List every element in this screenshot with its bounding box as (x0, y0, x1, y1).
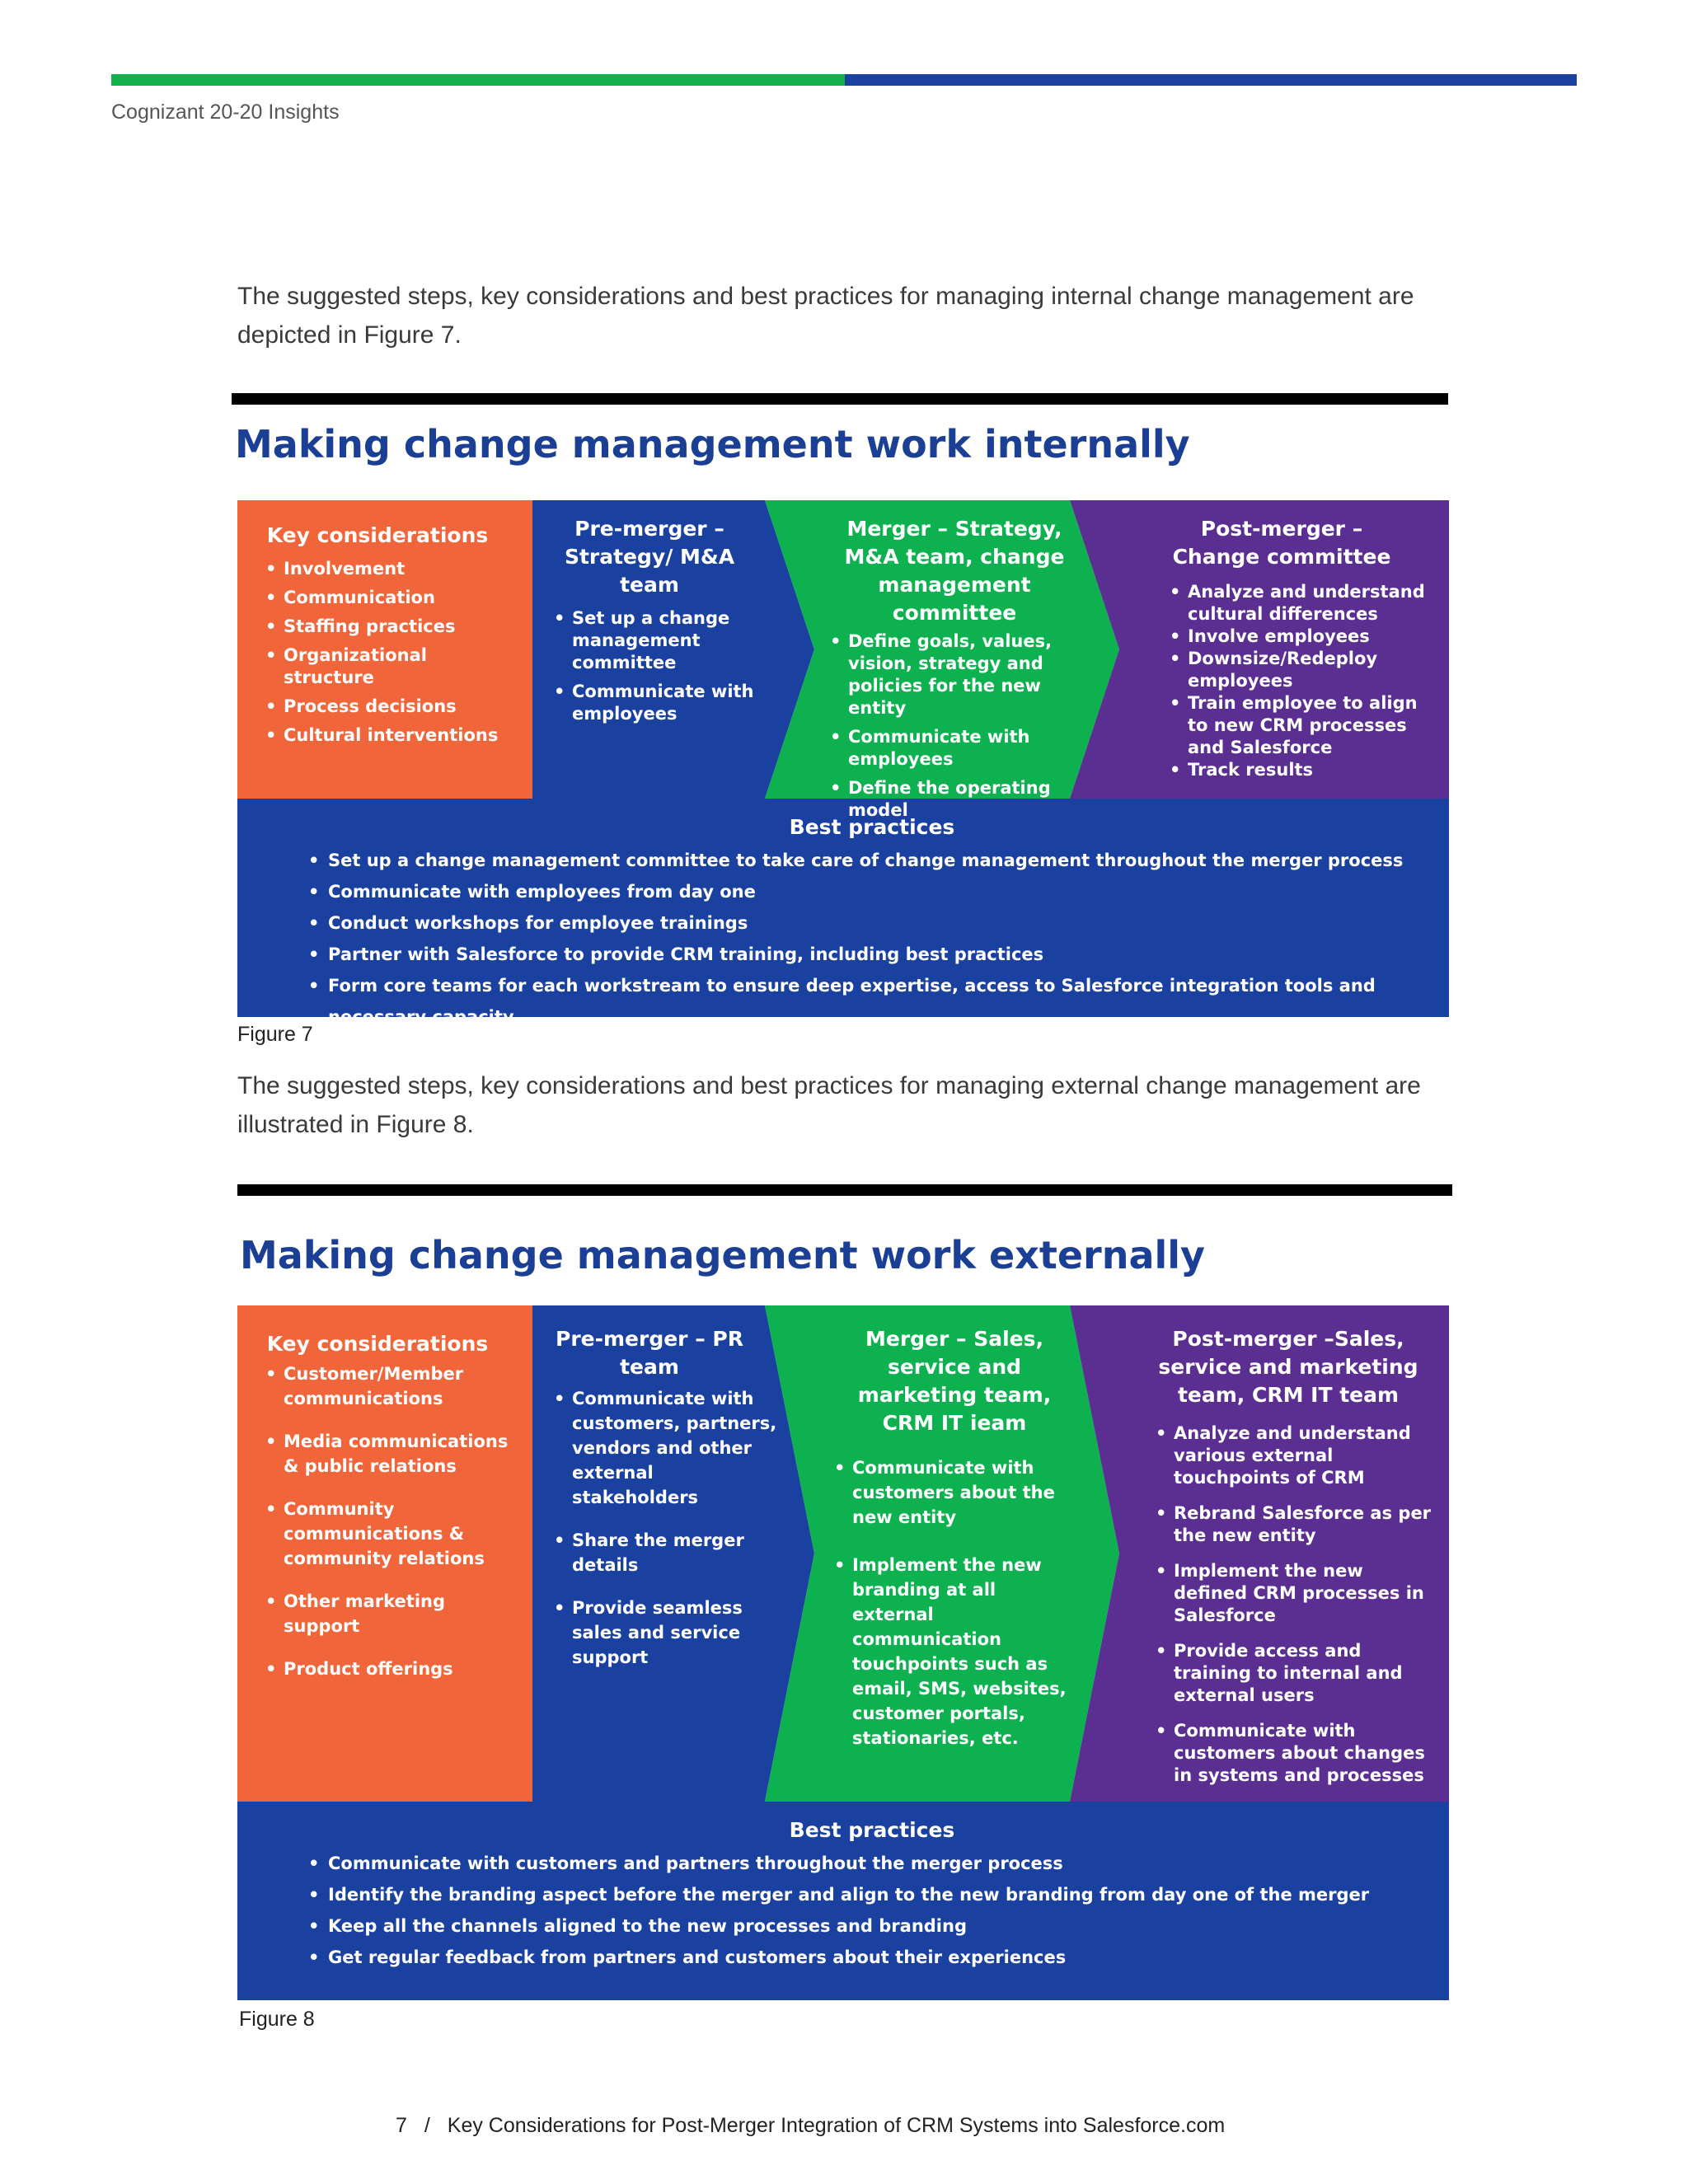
list-item: • Communicate with customers about the new entity (831, 1455, 1078, 1530)
figure7-pre-heading: Pre-merger – Strategy/ M&A team (564, 517, 735, 597)
footer-doc-title: Key Considerations for Post-Merger Integration of CRM Systems into Salesforce.com (447, 2114, 1226, 2137)
list-item: • Set up a change management committee (551, 607, 773, 674)
figure8-best-heading: Best practices (789, 1818, 955, 1842)
list-item: • Communicate with employees (827, 726, 1082, 771)
list-item: • Process decisions (262, 696, 518, 718)
list-item: • Set up a change management committee to take care of change management throughout the merger process (303, 845, 1441, 876)
list-item: • Conduct workshops for employee trainings (303, 907, 1441, 939)
figure8-merger-heading: Merger – Sales, service and marketing team, CRM IT ieam (857, 1327, 1052, 1435)
list-item: • Communication (262, 587, 518, 609)
figure8-pre-heading: Pre-merger – PR team (556, 1327, 743, 1379)
list-item: • Share the merger details (551, 1528, 781, 1577)
list-item: • Rebrand Salesforce as per the new entity (1152, 1502, 1441, 1547)
figure7-caption: Figure 7 (237, 1023, 313, 1046)
list-item: • Community communications & community relations (262, 1497, 526, 1571)
figure7-top-rule (232, 393, 1448, 405)
list-item: • Organizational structure (262, 644, 518, 689)
list-item: • Keep all the channels aligned to the new processes and branding (303, 1910, 1441, 1942)
list-item: • Identify the branding aspect before the merger and align to the new branding from day one of the merger (303, 1879, 1441, 1910)
footer-separator: / (424, 2114, 430, 2137)
figure8-merger-column (831, 1325, 1078, 1774)
intro-paragraph-internal: The suggested steps, key considerations and best practices for managing internal change management are depicted in Figure 7. (237, 283, 1414, 349)
list-item: • Analyze and understand various external touchpoints of CRM (1152, 1422, 1441, 1489)
page-number: 7 (396, 2114, 407, 2137)
figure7-merger-column (827, 515, 1082, 828)
list-item: • Implement the new defined CRM processes in Salesforce (1152, 1560, 1441, 1627)
figure7-diagram (237, 500, 1449, 1027)
figure7-pre-column (551, 515, 773, 732)
figure7-key-column (262, 522, 518, 753)
list-item: • Staffing practices (262, 616, 518, 638)
figure8-top-rule (237, 1184, 1452, 1196)
list-item: • Form core teams for each workstream to ensure deep expertise, access to Salesforce integration tools and necessary capacity (303, 970, 1441, 1033)
header-accent-blue (845, 74, 1577, 86)
figure8-post-column (1136, 1325, 1441, 1800)
header-accent-green (111, 74, 845, 86)
list-item: • Other marketing support (262, 1589, 526, 1638)
list-item: • Track results (1166, 759, 1438, 781)
figure8-post-heading: Post-merger –Sales, service and marketing team, CRM IT team (1158, 1327, 1418, 1407)
list-item: • Communicate with employees (551, 681, 773, 725)
list-item: • Train employee to align to new CRM processes and Salesforce (1166, 692, 1438, 759)
list-item: • Analyze and understand cultural differences (1166, 581, 1438, 626)
list-item: • Provide access and training to internal and external users (1152, 1640, 1441, 1707)
list-item: • Cultural interventions (262, 724, 518, 747)
list-item: • Define the operating model (827, 777, 1082, 822)
figure8-title: Making change management work externally (240, 1233, 1206, 1277)
list-item: • Product offerings (262, 1657, 526, 1681)
figure8-best-practices (303, 1816, 1441, 1973)
list-item: • Downsize/Redeploy employees (1166, 648, 1438, 692)
intro-paragraph-external: The suggested steps, key considerations and best practices for managing external change management are illustrated in Figure 8. (237, 1072, 1421, 1138)
brand-label: Cognizant 20-20 Insights (111, 101, 340, 124)
figure7-title: Making change management work internally (235, 422, 1190, 466)
figure8-diagram (237, 1305, 1449, 2000)
list-item: • Involve employees (1166, 626, 1438, 648)
figure8-pre-column (551, 1325, 781, 1688)
figure7-key-heading: Key considerations (266, 523, 489, 547)
list-item: • Media communications & public relations (262, 1429, 526, 1479)
figure7-best-heading: Best practices (789, 815, 955, 839)
list-item: • Provide seamless sales and service support (551, 1596, 781, 1670)
figure7-post-column (1166, 515, 1438, 781)
list-item: • Communicate with customers and partners throughout the merger process (303, 1848, 1441, 1879)
list-item: • Communicate with employees from day one (303, 876, 1441, 907)
list-item: • Get regular feedback from partners and customers about their experiences (303, 1942, 1441, 1973)
figure7-merger-heading: Merger – Strategy, M&A team, change management committee (844, 517, 1065, 625)
list-item: • Communicate with customers about changes in systems and processes (1152, 1720, 1441, 1787)
figure8-key-heading: Key considerations (266, 1332, 489, 1356)
list-item: • Involvement (262, 558, 518, 580)
page-footer (396, 2114, 1236, 2138)
list-item: • Partner with Salesforce to provide CRM training, including best practices (303, 939, 1441, 970)
figure7-post-heading: Post-merger – Change committee (1172, 517, 1391, 569)
list-item: • Customer/Member communications (262, 1361, 526, 1411)
list-item: • Communicate with customers, partners, vendors and other external stakeholders (551, 1386, 781, 1510)
list-item: • Define goals, values, vision, strategy and policies for the new entity (827, 630, 1082, 719)
list-item: • Implement the new branding at all external communication touchpoints such as email, SMS, websites, customer portals, stationaries, etc. (831, 1553, 1078, 1750)
figure8-key-column (262, 1330, 526, 1699)
figure7-best-practices (303, 813, 1441, 1033)
figure8-caption: Figure 8 (239, 2008, 315, 2031)
